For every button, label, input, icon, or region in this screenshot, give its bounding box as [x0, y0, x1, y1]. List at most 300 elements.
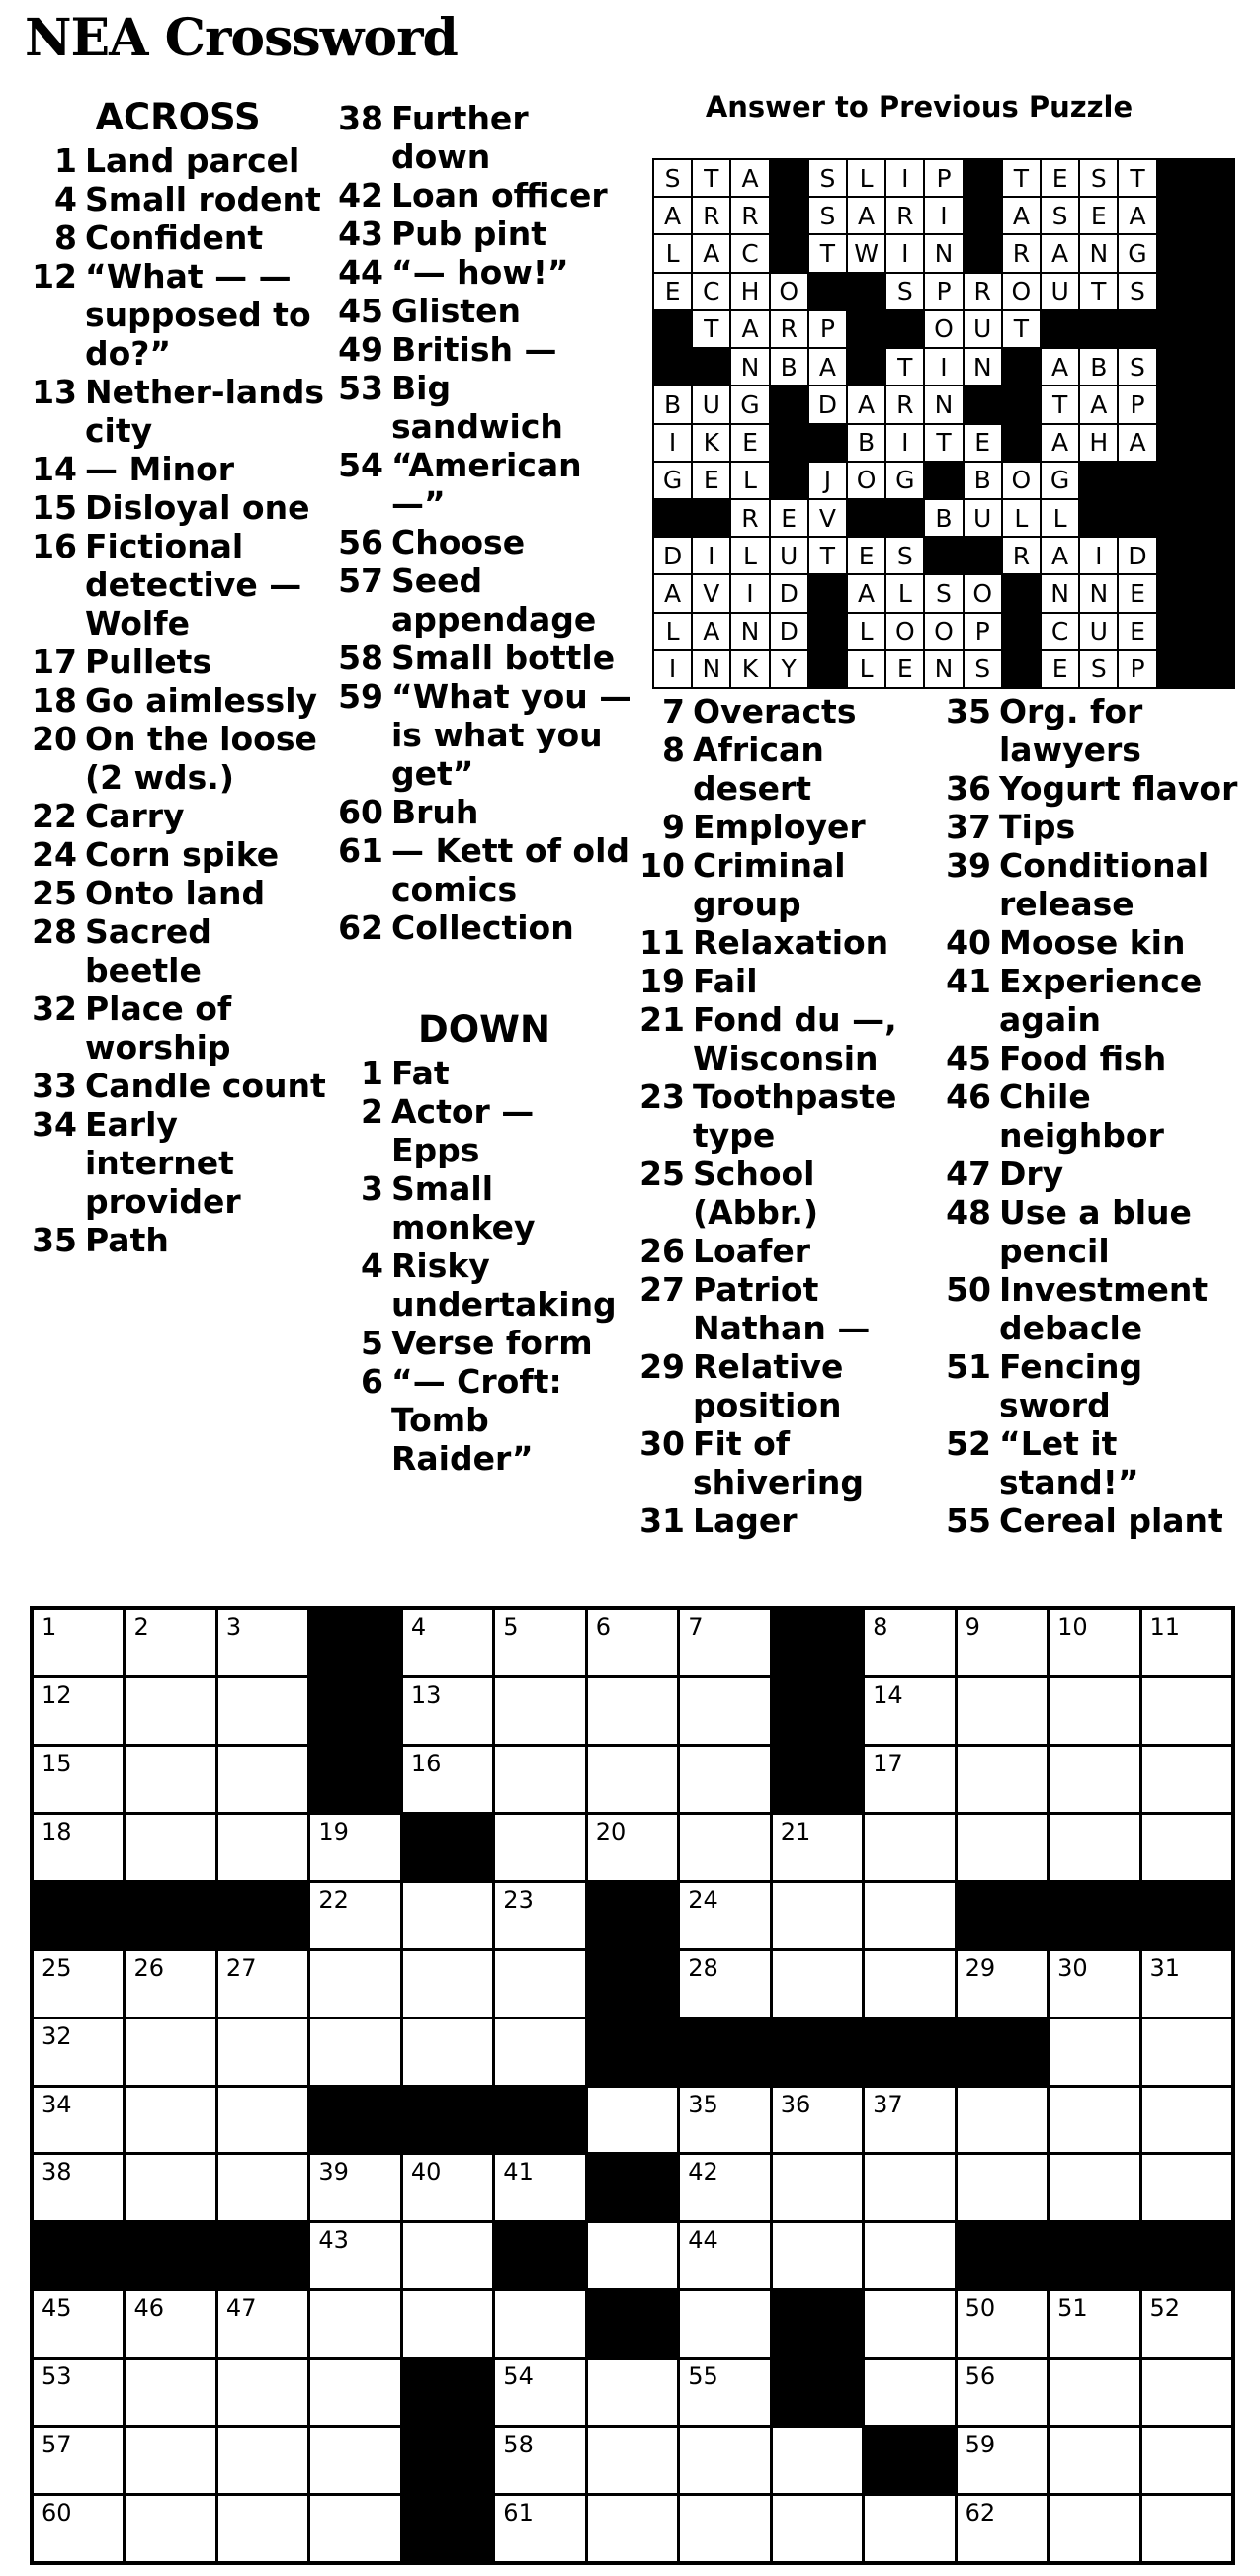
answer-cell[interactable] [495, 2019, 584, 2085]
clue-number: 5 [361, 1324, 383, 1362]
answer-cell[interactable] [218, 2428, 307, 2493]
cell-number: 38 [42, 2158, 72, 2187]
answer-cell[interactable] [680, 2155, 769, 2220]
answer-cell[interactable] [218, 2019, 307, 2085]
answer-cell[interactable] [773, 2155, 862, 2220]
answer-cell[interactable] [403, 2155, 492, 2220]
answer-cell[interactable] [680, 1883, 769, 1948]
answer-cell[interactable] [126, 2155, 214, 2220]
clue-number: 59 [338, 677, 383, 716]
answer-cell[interactable] [680, 1678, 769, 1744]
across-clue [30, 797, 326, 835]
clue-number: 23 [639, 1077, 685, 1116]
previous-letter-cell: A [1042, 425, 1078, 461]
answer-cell[interactable] [958, 1815, 1047, 1880]
answer-cell[interactable] [773, 2223, 862, 2288]
down-clue [637, 808, 934, 846]
previous-letter-cell: D [771, 614, 807, 649]
previous-black-cell [965, 235, 1001, 271]
previous-letter-cell: A [654, 575, 691, 611]
answer-cell[interactable] [34, 1747, 123, 1812]
cell-number: 34 [42, 2090, 72, 2118]
answer-cell[interactable] [126, 2496, 214, 2561]
previous-letter-cell: R [771, 311, 807, 347]
answer-cell[interactable] [403, 1678, 492, 1744]
answer-cell[interactable] [34, 1951, 123, 2017]
black-square [403, 2360, 492, 2425]
answer-cell[interactable] [958, 1610, 1047, 1675]
clue-text: Conditional release [999, 846, 1210, 923]
previous-letter-cell: N [965, 349, 1001, 385]
previous-letter-cell: A [654, 198, 691, 233]
previous-letter-cell: B [925, 500, 962, 536]
across-clue [336, 99, 632, 176]
answer-cell[interactable] [1142, 2088, 1231, 2153]
clue-text: Glisten [391, 292, 522, 330]
answer-cell[interactable] [773, 1883, 862, 1948]
previous-letter-cell: B [965, 463, 1001, 498]
answer-cell[interactable] [1142, 2496, 1231, 2561]
answer-cell[interactable] [126, 1815, 214, 1880]
previous-letter-cell: H [1080, 425, 1117, 461]
down-clue [944, 1502, 1240, 1540]
answer-cell[interactable] [958, 2360, 1047, 2425]
answer-cell[interactable] [34, 1610, 123, 1675]
answer-cell[interactable] [310, 2155, 399, 2220]
clue-text: Small rodent [85, 180, 321, 218]
previous-letter-cell: V [809, 500, 846, 536]
clue-text: Further down [391, 99, 529, 176]
answer-cell[interactable] [495, 2428, 584, 2493]
clue-number: 57 [338, 561, 383, 600]
answer-cell[interactable] [680, 1815, 769, 1880]
answer-cell[interactable] [1050, 2291, 1138, 2357]
down-clue [944, 846, 1240, 923]
previous-letter-cell: E [1042, 651, 1078, 687]
previous-letter-cell: I [731, 575, 768, 611]
answer-cell[interactable] [495, 2360, 584, 2425]
answer-cell[interactable] [218, 2496, 307, 2561]
down-clue [336, 1054, 632, 1092]
previous-letter-cell: N [925, 651, 962, 687]
answer-cell[interactable] [34, 1678, 123, 1744]
answer-cell[interactable] [958, 1747, 1047, 1812]
clue-text: “Let it stand!” [999, 1424, 1139, 1502]
previous-letter-cell: A [693, 614, 729, 649]
answer-cell[interactable] [1142, 2155, 1231, 2220]
previous-letter-cell: R [886, 386, 923, 422]
across-clue [336, 292, 632, 330]
black-square [773, 2360, 862, 2425]
previous-letter-cell: R [965, 274, 1001, 309]
clue-number: 1 [361, 1054, 383, 1092]
clue-text: Land parcel [85, 141, 300, 180]
answer-cell[interactable] [680, 2360, 769, 2425]
black-square [403, 1815, 492, 1880]
clue-number: 12 [32, 257, 77, 296]
answer-cell[interactable] [773, 1951, 862, 2017]
answer-cell[interactable] [495, 1883, 584, 1948]
answer-cell[interactable] [865, 2223, 954, 2288]
answer-cell[interactable] [495, 2291, 584, 2357]
answer-cell[interactable] [34, 2496, 123, 2561]
answer-cell[interactable] [495, 1610, 584, 1675]
cell-number: 61 [503, 2499, 534, 2528]
clue-text: Fail [693, 962, 758, 1000]
answer-cell[interactable] [958, 1678, 1047, 1744]
answer-cell[interactable] [588, 2496, 677, 2561]
clue-number: 52 [946, 1424, 991, 1463]
black-square [1050, 1883, 1138, 1948]
cell-number: 18 [42, 1817, 72, 1846]
previous-letter-cell: A [848, 575, 884, 611]
cell-number: 50 [965, 2294, 996, 2323]
clue-text: Onto land [85, 874, 266, 912]
previous-letter-cell: I [654, 425, 691, 461]
answer-cell[interactable] [680, 2496, 769, 2561]
answer-cell[interactable] [495, 1815, 584, 1880]
previous-letter-cell: U [1042, 274, 1078, 309]
clue-number: 55 [946, 1502, 991, 1540]
answer-cell[interactable] [218, 1747, 307, 1812]
answer-cell[interactable] [34, 2291, 123, 2357]
answer-cell[interactable] [865, 1883, 954, 1948]
answer-cell[interactable] [495, 2496, 584, 2561]
black-square [588, 1951, 677, 2017]
clue-number: 25 [32, 874, 77, 912]
across-clue [30, 874, 326, 912]
answer-cell[interactable] [588, 1747, 677, 1812]
cell-number: 57 [42, 2431, 72, 2459]
answer-cell[interactable] [958, 2428, 1047, 2493]
answer-cell[interactable] [588, 2428, 677, 2493]
previous-answer-grid [652, 158, 1235, 689]
clue-text: Toothpaste type [693, 1077, 897, 1155]
previous-letter-cell: I [886, 425, 923, 461]
previous-letter-cell: T [809, 235, 846, 271]
previous-letter-cell: T [1003, 311, 1040, 347]
clue-number: 42 [338, 176, 383, 215]
answer-cell[interactable] [958, 1951, 1047, 2017]
answer-cell[interactable] [1142, 2360, 1231, 2425]
answer-cell[interactable] [1050, 2088, 1138, 2153]
previous-letter-cell: A [693, 235, 729, 271]
answer-cell[interactable] [1050, 1610, 1138, 1675]
clue-text: Carry [85, 797, 185, 835]
cell-number: 22 [318, 1885, 349, 1914]
clue-text: School (Abbr.) [693, 1155, 819, 1232]
answer-cell[interactable] [126, 1678, 214, 1744]
previous-black-cell [1158, 538, 1195, 573]
answer-cell[interactable] [1050, 2496, 1138, 2561]
clue-text: Fat [391, 1054, 450, 1092]
black-square [773, 1678, 862, 1744]
answer-cell[interactable] [218, 1610, 307, 1675]
answer-cell[interactable] [495, 1678, 584, 1744]
previous-black-cell [886, 311, 923, 347]
answer-cell[interactable] [958, 2088, 1047, 2153]
previous-letter-cell: A [1003, 198, 1040, 233]
previous-black-cell [1197, 425, 1233, 461]
down-clue [637, 1232, 934, 1270]
answer-cell[interactable] [495, 1951, 584, 2017]
clue-number: 35 [946, 692, 991, 730]
answer-cell[interactable] [958, 2291, 1047, 2357]
previous-black-cell [1003, 425, 1040, 461]
answer-cell[interactable] [588, 2360, 677, 2425]
clue-number: 9 [662, 808, 685, 846]
answer-cell[interactable] [1050, 2428, 1138, 2493]
answer-cell[interactable] [218, 1815, 307, 1880]
clue-number: 61 [338, 831, 383, 870]
cell-number: 46 [133, 2294, 164, 2323]
clue-number: 49 [338, 330, 383, 369]
clue-text: Place of worship [85, 989, 232, 1067]
previous-letter-cell: I [693, 538, 729, 573]
answer-cell[interactable] [218, 1951, 307, 2017]
answer-cell[interactable] [588, 1678, 677, 1744]
answer-cell[interactable] [680, 1610, 769, 1675]
answer-cell[interactable] [310, 2428, 399, 2493]
answer-cell[interactable] [1050, 1815, 1138, 1880]
answer-cell[interactable] [865, 2088, 954, 2153]
clue-text: Fit of shivering [693, 1424, 865, 1502]
answer-cell[interactable] [403, 1951, 492, 2017]
previous-letter-cell: O [848, 463, 884, 498]
previous-black-cell [1197, 274, 1233, 309]
answer-cell[interactable] [1142, 1951, 1231, 2017]
clue-number: 35 [32, 1221, 77, 1259]
black-square [403, 2428, 492, 2493]
clue-number: 8 [662, 730, 685, 769]
answer-cell[interactable] [1050, 2360, 1138, 2425]
answer-cell[interactable] [310, 2360, 399, 2425]
previous-black-cell [1080, 500, 1117, 536]
previous-letter-cell: N [925, 386, 962, 422]
across-clue [336, 253, 632, 292]
clue-number: 50 [946, 1270, 991, 1309]
previous-black-cell [848, 349, 884, 385]
answer-cell[interactable] [310, 2223, 399, 2288]
previous-letter-cell: E [886, 651, 923, 687]
across-clue [336, 793, 632, 831]
clue-text: Tips [999, 808, 1076, 846]
previous-letter-cell: T [1080, 274, 1117, 309]
answer-cell[interactable] [403, 2019, 492, 2085]
previous-letter-cell: O [886, 614, 923, 649]
clue-number: 53 [338, 369, 383, 407]
down-clue [944, 1270, 1240, 1347]
clue-column-4 [944, 692, 1240, 1540]
previous-letter-cell: A [1080, 386, 1117, 422]
clue-text: Lager [693, 1502, 798, 1540]
answer-cell[interactable] [310, 1815, 399, 1880]
previous-letter-cell: L [848, 614, 884, 649]
clue-text: Big sandwich [391, 369, 563, 446]
answer-cell[interactable] [773, 2088, 862, 2153]
answer-cell[interactable] [403, 2291, 492, 2357]
answer-cell[interactable] [773, 2428, 862, 2493]
answer-cell[interactable] [588, 2088, 677, 2153]
previous-black-cell [1158, 349, 1195, 385]
clue-text: Verse form [391, 1324, 593, 1362]
cell-number: 17 [873, 1749, 903, 1777]
answer-cell[interactable] [218, 2088, 307, 2153]
answer-cell[interactable] [310, 2019, 399, 2085]
answer-cell[interactable] [34, 2360, 123, 2425]
previous-letter-cell: E [965, 425, 1001, 461]
answer-cell[interactable] [865, 2496, 954, 2561]
answer-cell[interactable] [310, 2291, 399, 2357]
cell-number: 1 [42, 1613, 57, 1641]
answer-cell[interactable] [34, 2088, 123, 2153]
answer-cell[interactable] [126, 2088, 214, 2153]
previous-letter-cell: T [1003, 160, 1040, 196]
clue-text: Early internet provider [85, 1105, 241, 1221]
answer-cell[interactable] [588, 1610, 677, 1675]
cell-number: 10 [1057, 1613, 1088, 1641]
previous-black-cell [965, 160, 1001, 196]
answer-cell[interactable] [1142, 1610, 1231, 1675]
previous-black-cell [1158, 651, 1195, 687]
clue-number: 47 [946, 1155, 991, 1193]
clue-number: 14 [32, 450, 77, 488]
cell-number: 25 [42, 1953, 72, 1982]
answer-cell[interactable] [403, 1883, 492, 1948]
answer-cell[interactable] [680, 2291, 769, 2357]
cell-number: 21 [780, 1817, 811, 1846]
cell-number: 19 [318, 1817, 349, 1846]
black-square [403, 2496, 492, 2561]
previous-letter-cell: C [693, 274, 729, 309]
previous-letter-cell: B [771, 349, 807, 385]
answer-cell[interactable] [680, 1951, 769, 2017]
answer-cell[interactable] [403, 1610, 492, 1675]
previous-black-cell [654, 500, 691, 536]
previous-letter-cell: U [693, 386, 729, 422]
answer-cell[interactable] [680, 2223, 769, 2288]
answer-cell[interactable] [403, 1747, 492, 1812]
answer-cell[interactable] [1050, 1678, 1138, 1744]
answer-cell[interactable] [310, 1883, 399, 1948]
previous-letter-cell: T [693, 160, 729, 196]
clue-text: British — [391, 330, 557, 369]
answer-cell[interactable] [310, 2496, 399, 2561]
answer-cell[interactable] [1142, 1747, 1231, 1812]
answer-cell[interactable] [126, 2291, 214, 2357]
previous-black-cell [925, 538, 962, 573]
answer-cell[interactable] [865, 1951, 954, 2017]
previous-black-cell [1003, 614, 1040, 649]
down-clue [944, 1424, 1240, 1502]
previous-letter-cell: P [1119, 651, 1155, 687]
cell-number: 16 [410, 1749, 442, 1777]
answer-cell[interactable] [495, 1747, 584, 1812]
previous-black-cell [771, 160, 807, 196]
answer-cell[interactable] [126, 1951, 214, 2017]
clue-text: Pullets [85, 643, 212, 681]
cell-number: 29 [965, 1953, 996, 1982]
answer-cell[interactable] [773, 1815, 862, 1880]
answer-cell[interactable] [34, 1815, 123, 1880]
answer-cell[interactable] [865, 2155, 954, 2220]
answer-cell[interactable] [865, 1610, 954, 1675]
across-clue [30, 1105, 326, 1221]
answer-cell[interactable] [773, 2496, 862, 2561]
answer-cell[interactable] [1050, 2155, 1138, 2220]
previous-letter-cell: S [1080, 160, 1117, 196]
answer-cell[interactable] [958, 2155, 1047, 2220]
answer-cell[interactable] [680, 2428, 769, 2493]
answer-cell[interactable] [588, 2223, 677, 2288]
answer-cell[interactable] [126, 2019, 214, 2085]
cell-number: 58 [503, 2431, 534, 2459]
answer-cell[interactable] [865, 1815, 954, 1880]
answer-cell[interactable] [310, 1951, 399, 2017]
previous-letter-cell: A [1119, 198, 1155, 233]
answer-cell[interactable] [218, 1678, 307, 1744]
across-clue [336, 639, 632, 677]
answer-cell[interactable] [1142, 2428, 1231, 2493]
black-square [310, 1678, 399, 1744]
answer-cell[interactable] [1142, 1815, 1231, 1880]
answer-cell[interactable] [588, 1815, 677, 1880]
answer-cell[interactable] [1142, 2019, 1231, 2085]
down-clue [637, 846, 934, 923]
answer-cell[interactable] [865, 1678, 954, 1744]
answer-cell[interactable] [403, 2223, 492, 2288]
previous-letter-cell: D [771, 575, 807, 611]
answer-cell[interactable] [865, 2291, 954, 2357]
answer-cell[interactable] [126, 2360, 214, 2425]
answer-cell[interactable] [1142, 1678, 1231, 1744]
down-clue [944, 1039, 1240, 1077]
previous-letter-cell: K [693, 425, 729, 461]
answer-cell[interactable] [34, 2428, 123, 2493]
answer-cell[interactable] [680, 1747, 769, 1812]
answer-cell[interactable] [865, 2360, 954, 2425]
answer-cell[interactable] [1050, 1747, 1138, 1812]
answer-cell[interactable] [1050, 2019, 1138, 2085]
answer-cell[interactable] [126, 1747, 214, 1812]
answer-cell[interactable] [34, 2019, 123, 2085]
answer-cell[interactable] [495, 2155, 584, 2220]
answer-cell[interactable] [1142, 2291, 1231, 2357]
across-clue [30, 1221, 326, 1259]
answer-cell[interactable] [1050, 1951, 1138, 2017]
answer-cell[interactable] [126, 2428, 214, 2493]
clue-text: Small monkey [391, 1169, 536, 1246]
previous-black-cell [1197, 311, 1233, 347]
black-square [865, 2019, 954, 2085]
answer-cell[interactable] [958, 2496, 1047, 2561]
answer-cell[interactable] [865, 1747, 954, 1812]
previous-letter-cell: W [848, 235, 884, 271]
answer-cell[interactable] [218, 2155, 307, 2220]
down-clue [336, 1324, 632, 1362]
answer-cell[interactable] [680, 2088, 769, 2153]
black-square [495, 2088, 584, 2153]
down-clue [637, 1502, 934, 1540]
black-square [773, 2019, 862, 2085]
clue-number: 21 [639, 1000, 685, 1039]
answer-cell[interactable] [34, 2155, 123, 2220]
answer-cell[interactable] [218, 2360, 307, 2425]
clue-number: 43 [338, 215, 383, 253]
answer-cell[interactable] [218, 2291, 307, 2357]
down-clue [637, 692, 934, 730]
answer-cell[interactable] [126, 1610, 214, 1675]
